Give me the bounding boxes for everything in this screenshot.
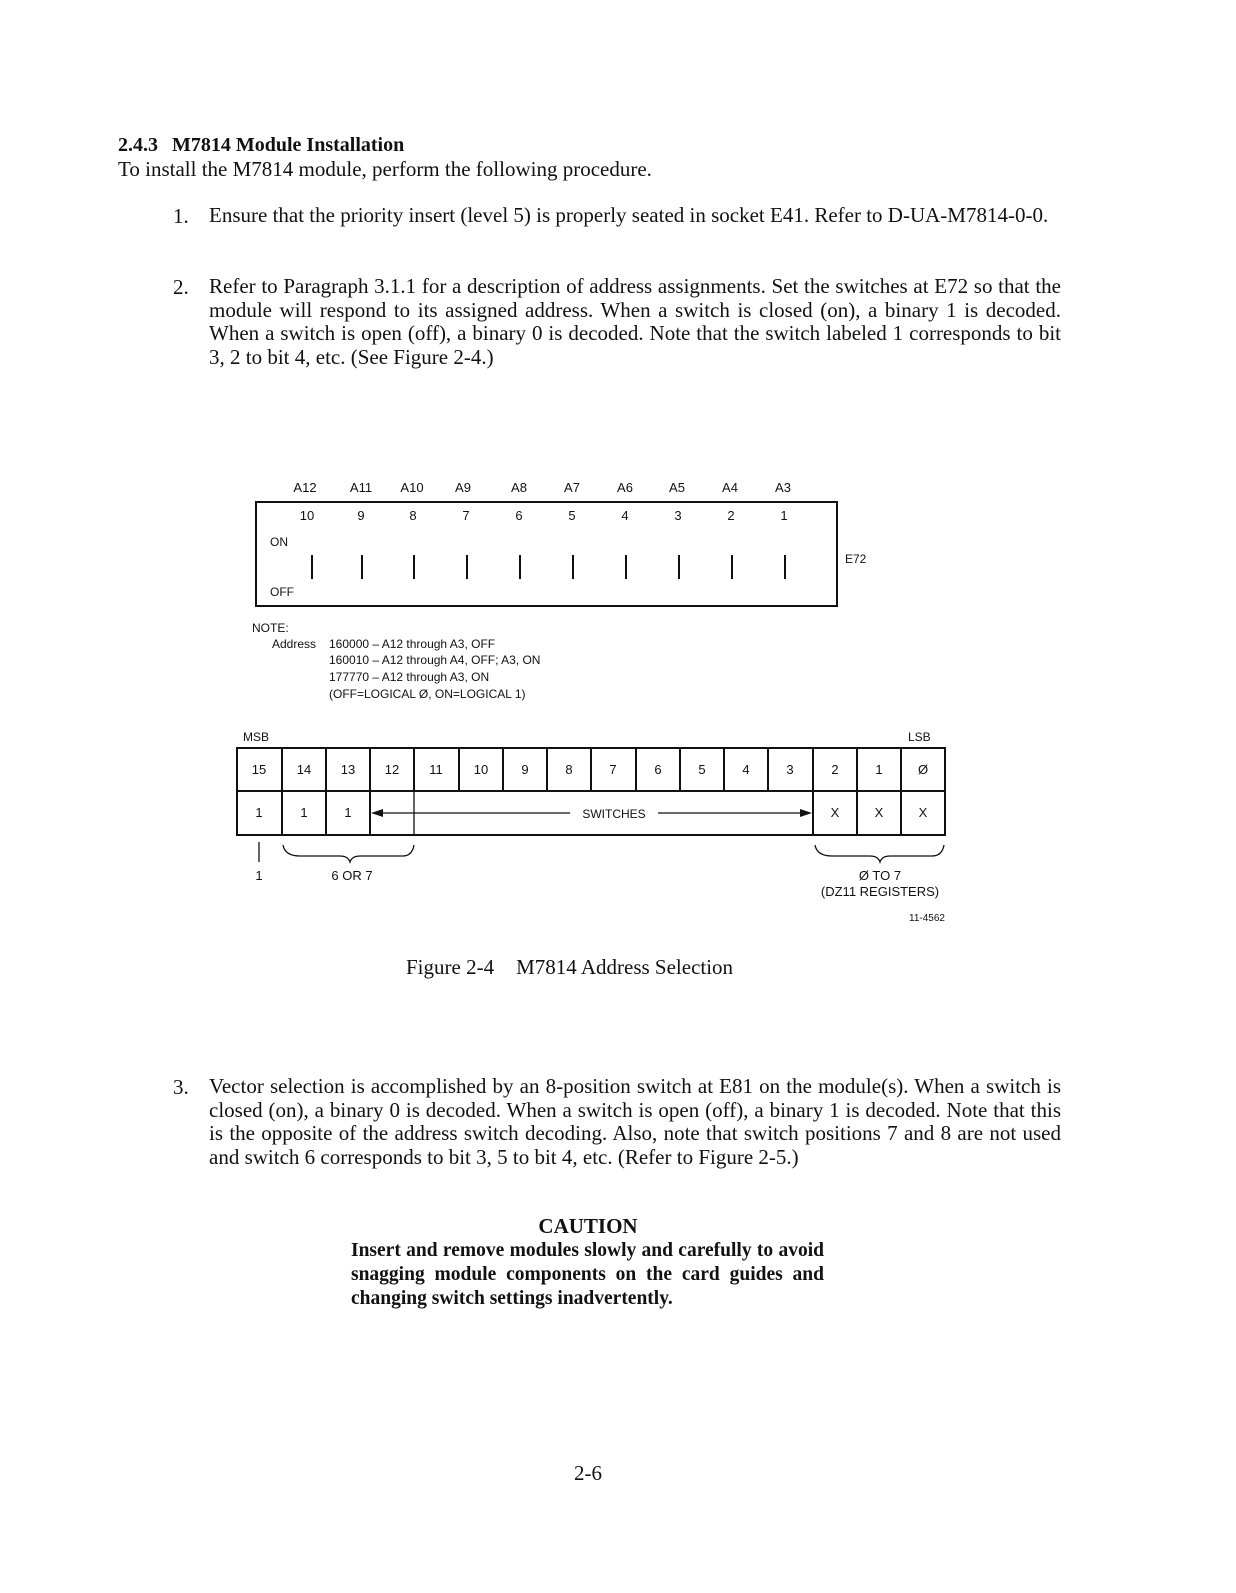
addr-label-a5: A5: [669, 480, 685, 495]
section-number: 2.4.3: [118, 134, 158, 156]
group-label-bits-2-0: Ø TO 7: [858, 868, 902, 883]
bit-14: 14: [296, 762, 312, 777]
drawing-number: 11-4562: [909, 913, 945, 924]
bit-1: 1: [875, 762, 883, 777]
step-2-number: 2.: [173, 275, 189, 299]
addr-label-a9: A9: [455, 480, 471, 495]
group-label-dz11: (DZ11 REGISTERS): [820, 884, 940, 899]
switch-number-8: 8: [409, 508, 417, 523]
page-number: 2-6: [574, 1461, 602, 1485]
step-3-number: 3.: [173, 1075, 189, 1099]
note-label: NOTE:: [252, 621, 289, 635]
addr-label-a8: A8: [511, 480, 527, 495]
switch-ref-e72: E72: [845, 552, 867, 566]
switch-number-7: 7: [462, 508, 470, 523]
bit-4: 4: [742, 762, 750, 777]
note-line-3: 177770 – A12 through A3, ON: [329, 670, 490, 684]
figure-caption-title: M7814 Address Selection: [516, 955, 734, 979]
figure-caption-number: Figure 2-4: [406, 955, 495, 979]
intro-text: To install the M7814 module, perform the following procedure.: [118, 157, 652, 181]
bit-13: 13: [340, 762, 356, 777]
note-line-4: (OFF=LOGICAL Ø, ON=LOGICAL 1): [329, 687, 526, 701]
value-bit-0: X: [918, 805, 928, 820]
step-3-text: Vector selection is accomplished by an 8-position switch at E81 on the module(s). When a switch is closed (on), a binary 0 is decoded. When a switch is open (off), a binary 1 is decoded. Note that this is the opposite of the address switch decoding. Also, note that switch positions 7 and 8 are not used and switch 6 corresponds to bit 3, 5 to bit 4, etc. (Refer to Figure 2-5.): [209, 1074, 1061, 1169]
bit-5: 5: [698, 762, 706, 777]
step-1-number: 1.: [173, 204, 189, 228]
bit-2: 2: [831, 762, 839, 777]
bit-6: 6: [654, 762, 662, 777]
bit-7: 7: [609, 762, 617, 777]
group-label-bit-15: 1: [255, 868, 263, 883]
figure-caption: [406, 955, 733, 980]
addr-label-a4: A4: [722, 480, 738, 495]
addr-label-a12: A12: [293, 480, 317, 495]
switch-number-6: 6: [515, 508, 523, 523]
addr-label-a6: A6: [617, 480, 633, 495]
bit-9: 9: [521, 762, 529, 777]
bit-0: Ø: [917, 762, 929, 777]
value-bit-15: 1: [255, 805, 263, 820]
switches-arrow-left-head: [371, 809, 383, 817]
note-line-1: 160000 – A12 through A3, OFF: [329, 637, 496, 651]
switch-number-9: 9: [357, 508, 365, 523]
value-bit-2: X: [830, 805, 840, 820]
msb-label: MSB: [243, 730, 270, 744]
note-address-prefix: Address: [272, 637, 317, 651]
switch-box: [256, 502, 837, 606]
switch-number-5: 5: [568, 508, 576, 523]
value-bit-1: X: [874, 805, 884, 820]
switch-levers: [312, 555, 785, 579]
on-label: ON: [270, 535, 288, 549]
switch-number-4: 4: [621, 508, 629, 523]
bit-12: 12: [384, 762, 400, 777]
addr-label-a11: A11: [349, 480, 373, 495]
step-1-text: Ensure that the priority insert (level 5) is properly seated in socket E41. Refer to D-UA-M7814-0-0.: [209, 203, 1049, 227]
lsb-label: LSB: [908, 730, 931, 744]
switch-number-2: 2: [727, 508, 735, 523]
group-braces: [259, 842, 944, 862]
switch-number-1: 1: [780, 508, 788, 523]
value-bit-14: 1: [300, 805, 308, 820]
bit-11: 11: [429, 762, 443, 777]
addr-label-a7: A7: [564, 480, 580, 495]
addr-label-a3: A3: [775, 480, 791, 495]
switches-label: SWITCHES: [582, 807, 646, 821]
value-bit-13: 1: [344, 805, 352, 820]
off-label: OFF: [270, 585, 294, 599]
bit-10: 10: [473, 762, 489, 777]
caution-text: Insert and remove modules slowly and carefully to avoid snagging module components on the card guides and changing switch settings inadvertently.: [351, 1240, 824, 1309]
note-line-2: 160010 – A12 through A4, OFF; A3, ON: [329, 653, 541, 667]
group-label-bits-14-12: 6 OR 7: [331, 868, 373, 883]
bit-15: 15: [251, 762, 267, 777]
switch-number-3: 3: [674, 508, 682, 523]
section-title: M7814 Module Installation: [172, 134, 405, 156]
addr-label-a10: A10: [400, 480, 424, 495]
bit-8: 8: [565, 762, 573, 777]
switch-number-10: 10: [299, 508, 315, 523]
switches-arrow-right-head: [800, 809, 812, 817]
caution-title: CAUTION: [538, 1214, 638, 1238]
step-2-text: Refer to Paragraph 3.1.1 for a description of address assignments. Set the switches at E72 so that the module will respond to its assigned address. When a switch is closed (on), a binary 1 is decoded. When a switch is open (off), a binary 0 is decoded. Note that the switch labeled 1 corresponds to bit 3, 2 to bit 4, etc. (See Figure 2-4.): [209, 274, 1061, 369]
bit-3: 3: [786, 762, 794, 777]
